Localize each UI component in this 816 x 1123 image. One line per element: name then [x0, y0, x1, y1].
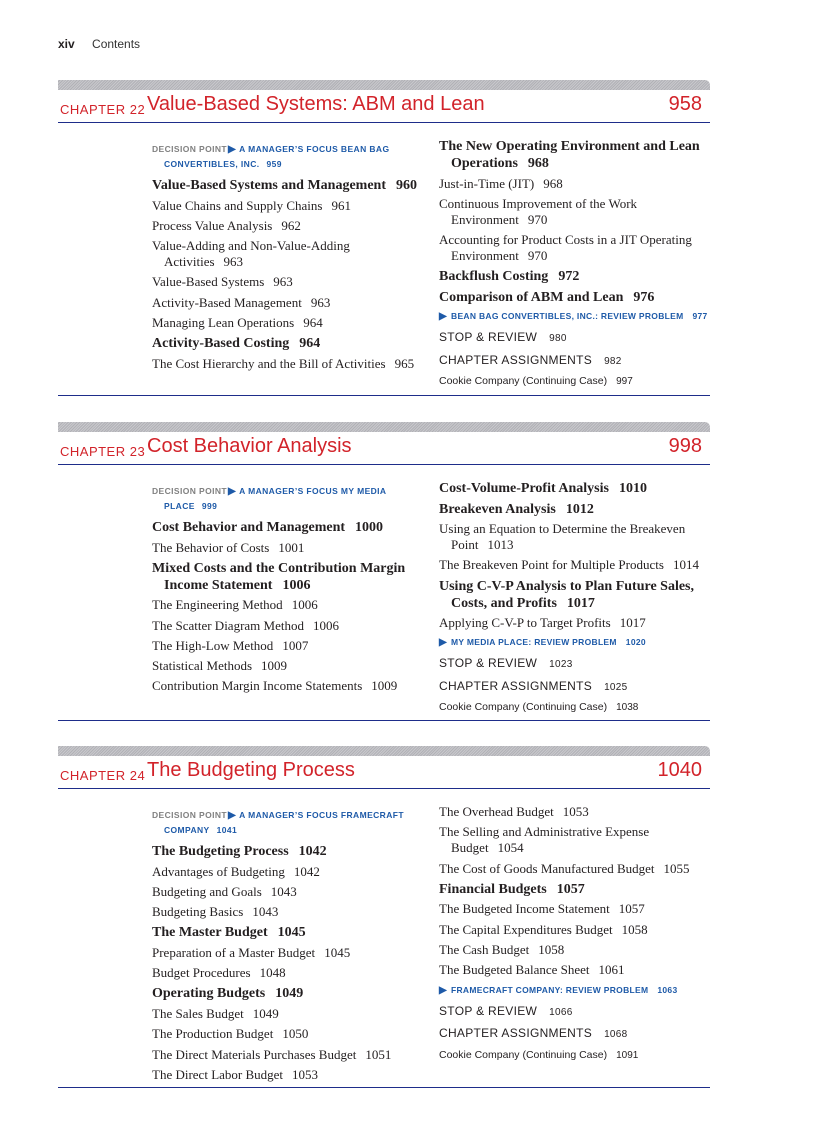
entry-page: 1045 — [277, 925, 306, 941]
entry-title: Contribution Margin Income Statements — [152, 678, 363, 694]
entry-page: 968 — [543, 175, 563, 191]
entry-page: 965 — [394, 355, 415, 371]
entry-page: 1012 — [565, 501, 594, 517]
review-problem-text: MY MEDIA PLACE: REVIEW PROBLEM — [451, 637, 617, 648]
entry-page: 1042 — [298, 844, 327, 859]
entry-page: 964 — [299, 336, 321, 352]
review-problem-page: 1063 — [657, 984, 678, 995]
chapter-label: CHAPTER 24 — [60, 768, 146, 783]
decision-point-text: A MANAGER’S FOCUS BEAN BAG CONVERTIBLES, INC. — [164, 144, 390, 169]
decision-point[interactable] — [152, 808, 422, 838]
toc-entry[interactable] — [439, 557, 709, 573]
toc-entry[interactable] — [439, 804, 709, 820]
chapter-bottom-rule — [58, 395, 710, 396]
entry-title: The Cost of Goods Manufactured Budget — [439, 860, 655, 876]
stop-and-review[interactable] — [439, 1004, 709, 1020]
entry-title: The Cost Hierarchy and the Bill of Activities — [152, 355, 386, 371]
stop-review-text: STOP & REVIEW — [439, 330, 538, 345]
toc-entry[interactable] — [439, 861, 709, 877]
entry-title: The Capital Expenditures Budget — [439, 921, 613, 937]
chapter-page-number: 958 — [668, 93, 702, 115]
entry-title: Continuous Improvement of the Work Environment — [439, 195, 638, 227]
toc-entry[interactable] — [439, 196, 709, 228]
running-head: Contents — [92, 37, 141, 51]
stop-and-review[interactable] — [439, 330, 709, 346]
chapter-label: CHAPTER 22 — [60, 102, 146, 117]
toc-entry[interactable] — [152, 658, 422, 674]
entry-title: Applying C-V-P to Target Profits — [439, 615, 611, 631]
toc-entry[interactable] — [152, 295, 422, 311]
chapter-assignments[interactable] — [439, 1026, 709, 1042]
entry-title: The Cash Budget — [439, 941, 530, 957]
case-text: Cookie Company (Continuing Case) — [439, 375, 608, 388]
chapter-23 — [58, 422, 710, 714]
toc-entry[interactable] — [152, 1067, 422, 1083]
entry-page: 972 — [558, 269, 580, 285]
section-heading[interactable] — [439, 501, 709, 518]
entry-page: 1000 — [355, 520, 384, 535]
entry-title: The High-Low Method — [152, 637, 274, 653]
entry-page: 1009 — [261, 658, 288, 674]
section-heading[interactable] — [152, 335, 422, 352]
entry-title: Budget Procedures — [152, 965, 251, 981]
section-heading[interactable] — [439, 578, 709, 612]
assignments-text: CHAPTER ASSIGNMENTS — [439, 352, 593, 367]
entry-page: 1043 — [252, 904, 279, 920]
continuing-case[interactable] — [439, 701, 709, 714]
entry-page: 1017 — [566, 595, 595, 611]
entry-page: 1010 — [618, 481, 647, 496]
entry-page: 1053 — [292, 1066, 319, 1082]
toc-entry[interactable] — [439, 615, 709, 631]
decision-point[interactable] — [152, 142, 422, 172]
entry-title: Statistical Methods — [152, 658, 253, 674]
chapter-bottom-rule — [58, 720, 710, 721]
right-column — [439, 138, 709, 388]
section-heading[interactable] — [152, 560, 422, 594]
entry-page: 1061 — [598, 962, 625, 978]
decision-point-lead: DECISION POINT — [152, 810, 228, 820]
entry-page: 963 — [310, 294, 331, 310]
review-problem-text: BEAN BAG CONVERTIBLES, INC.: REVIEW PROBLEM — [451, 311, 684, 322]
assignments-page: 982 — [604, 355, 622, 367]
entry-title: Value-Based Systems — [152, 274, 265, 290]
chapter-24 — [58, 746, 710, 1082]
section-heading[interactable] — [439, 268, 709, 285]
decision-point-page: 999 — [201, 501, 218, 511]
entry-page: 1057 — [618, 901, 645, 917]
entry-page: 963 — [223, 254, 244, 270]
entry-page: 961 — [331, 197, 351, 213]
section-heading[interactable] — [152, 924, 422, 941]
entry-title: Financial Budgets — [439, 881, 547, 897]
entry-page: 1045 — [324, 944, 351, 960]
chapter-heading — [58, 434, 710, 464]
entry-page: 1013 — [487, 537, 514, 552]
section-heading[interactable] — [152, 177, 422, 194]
section-heading[interactable] — [439, 881, 709, 898]
toc-entry[interactable] — [152, 945, 422, 961]
entry-title: The Overhead Budget — [439, 804, 554, 819]
entry-title: Advantages of Budgeting — [152, 863, 285, 879]
toc-entry[interactable] — [439, 521, 709, 553]
play-arrow-icon: ▶ — [439, 637, 447, 649]
entry-page: 970 — [527, 248, 548, 264]
entry-title: The Master Budget — [152, 925, 268, 941]
chapter-rule — [58, 464, 710, 465]
decision-point-text: A MANAGER’S FOCUS FRAMECRAFT COMPANY — [164, 810, 404, 835]
toc-entry[interactable] — [152, 540, 422, 556]
chapter-assignments[interactable] — [439, 353, 709, 369]
entry-page: 1057 — [556, 881, 585, 897]
entry-title: Budgeting Basics — [152, 904, 244, 920]
page-header — [58, 37, 140, 51]
entry-page: 1055 — [663, 860, 690, 876]
review-problem[interactable] — [439, 309, 709, 324]
chapter-page-number: 998 — [668, 435, 702, 457]
review-problem[interactable] — [439, 983, 709, 998]
entry-title: Using an Equation to Determine the Breakeven Point — [439, 521, 686, 552]
toc-entry[interactable] — [152, 1026, 422, 1042]
toc-entry[interactable] — [439, 962, 709, 978]
chapter-page-number: 1040 — [657, 759, 702, 781]
entry-title: Cost Behavior and Management — [152, 520, 346, 535]
toc-entry[interactable] — [439, 922, 709, 938]
toc-entry[interactable] — [439, 901, 709, 917]
toc-entry[interactable] — [152, 884, 422, 900]
chapter-rule — [58, 122, 710, 123]
entry-title: The Engineering Method — [152, 597, 283, 613]
entry-page: 1043 — [270, 883, 297, 899]
entry-title: Operating Budgets — [152, 986, 266, 1002]
chapter-bottom-rule — [58, 1087, 710, 1088]
toc-entry[interactable] — [152, 356, 422, 372]
section-heading[interactable] — [439, 480, 709, 497]
chapter-heading — [58, 92, 710, 122]
chapter-rule — [58, 788, 710, 789]
entry-page: 1017 — [619, 615, 646, 631]
case-text: Cookie Company (Continuing Case) — [439, 701, 608, 714]
stop-review-page: 1066 — [549, 1006, 573, 1018]
entry-page: 970 — [527, 211, 548, 227]
review-problem-page: 977 — [692, 311, 708, 322]
toc-entry[interactable] — [439, 176, 709, 192]
left-column — [152, 484, 422, 699]
continuing-case[interactable] — [439, 1049, 709, 1062]
toc-entry[interactable] — [152, 965, 422, 981]
entry-page: 1006 — [282, 577, 311, 593]
chapter-heading — [58, 758, 710, 788]
entry-page: 1049 — [275, 986, 304, 1002]
case-text: Cookie Company (Continuing Case) — [439, 1048, 608, 1061]
entry-title: The Behavior of Costs — [152, 539, 270, 555]
toc-entry[interactable] — [152, 274, 422, 290]
toc-entry[interactable] — [439, 942, 709, 958]
assignments-text: CHAPTER ASSIGNMENTS — [439, 678, 593, 693]
review-problem-text: FRAMECRAFT COMPANY: REVIEW PROBLEM — [451, 984, 649, 995]
chapter-title[interactable]: The Budgeting Process — [147, 759, 355, 781]
entry-page: 1058 — [621, 921, 648, 937]
toc-entry[interactable] — [152, 218, 422, 234]
toc-entry[interactable] — [152, 1006, 422, 1022]
toc-entry[interactable] — [152, 238, 422, 270]
entry-title: Activity-Based Management — [152, 294, 302, 310]
chapter-title[interactable]: Value-Based Systems: ABM and Lean — [147, 93, 485, 115]
section-heading[interactable] — [152, 843, 422, 860]
entry-title: The Scatter Diagram Method — [152, 617, 304, 633]
review-problem[interactable] — [439, 635, 709, 650]
entry-title: Backflush Costing — [439, 269, 549, 285]
toc-entry[interactable] — [152, 618, 422, 634]
right-column — [439, 480, 709, 714]
decision-point[interactable] — [152, 484, 422, 514]
entry-title: Breakeven Analysis — [439, 501, 556, 517]
entry-title: Budgeting and Goals — [152, 883, 262, 899]
toc-entry[interactable] — [439, 232, 709, 264]
case-page: 1091 — [616, 1049, 639, 1061]
toc-entry[interactable] — [152, 678, 422, 694]
entry-title: The Production Budget — [152, 1026, 274, 1042]
play-arrow-icon: ▶ — [228, 144, 237, 155]
entry-title: Activity-Based Costing — [152, 336, 290, 352]
entry-title: Mixed Costs and the Contribution Margin Income Statement — [152, 560, 406, 593]
toc-entry[interactable] — [439, 824, 709, 856]
section-heading[interactable] — [152, 985, 422, 1002]
entry-page: 1007 — [282, 637, 309, 653]
entry-page: 964 — [303, 314, 323, 330]
chapter-assignments[interactable] — [439, 679, 709, 695]
toc-entry[interactable] — [152, 864, 422, 880]
toc-entry[interactable] — [152, 638, 422, 654]
entry-title: The Budgeted Income Statement — [439, 901, 610, 917]
entry-page: 1048 — [259, 965, 286, 981]
stop-and-review[interactable] — [439, 656, 709, 672]
toc-entry[interactable] — [152, 1047, 422, 1063]
entry-title: The New Operating Environment and Lean Operations — [439, 139, 700, 171]
decision-point-lead: DECISION POINT — [152, 144, 228, 154]
entry-title: The Budgeted Balance Sheet — [439, 962, 590, 978]
entry-title: Value-Adding and Non-Value-Adding Activities — [152, 238, 350, 270]
stop-review-text: STOP & REVIEW — [439, 1003, 538, 1018]
entry-title: Managing Lean Operations — [152, 314, 295, 330]
stop-review-page: 980 — [549, 333, 567, 345]
assignments-text: CHAPTER ASSIGNMENTS — [439, 1026, 593, 1041]
entry-title: Value Chains and Supply Chains — [152, 197, 323, 213]
section-heading[interactable] — [152, 519, 422, 536]
entry-page: 1050 — [282, 1026, 309, 1042]
chapter-label: CHAPTER 23 — [60, 444, 146, 459]
toc-entry[interactable] — [152, 597, 422, 613]
assignments-page: 1025 — [604, 681, 628, 693]
toc-entry[interactable] — [152, 198, 422, 214]
entry-page: 976 — [633, 289, 655, 305]
entry-page: 1042 — [293, 863, 320, 879]
entry-page: 1053 — [562, 804, 589, 819]
chapter-banner-bar — [58, 422, 710, 432]
chapter-title[interactable]: Cost Behavior Analysis — [147, 435, 352, 457]
entry-title: The Direct Labor Budget — [152, 1066, 284, 1082]
stop-review-page: 1023 — [549, 659, 573, 671]
play-arrow-icon: ▶ — [439, 311, 447, 323]
left-column — [152, 142, 422, 376]
entry-page: 1049 — [252, 1005, 279, 1021]
entry-title: Preparation of a Master Budget — [152, 944, 316, 960]
decision-point-lead: DECISION POINT — [152, 486, 228, 496]
entry-page: 1014 — [672, 557, 699, 573]
stop-review-text: STOP & REVIEW — [439, 656, 538, 671]
decision-point-page: 1041 — [216, 825, 238, 835]
entry-title: Just-in-Time (JIT) — [439, 175, 535, 191]
entry-title: Using C-V-P Analysis to Plan Future Sales, Costs, and Profits — [439, 578, 695, 611]
entry-title: The Direct Materials Purchases Budget — [152, 1046, 357, 1062]
entry-title: Comparison of ABM and Lean — [439, 289, 624, 305]
entry-page: 1006 — [312, 617, 339, 633]
entry-page: 962 — [281, 217, 301, 233]
entry-title: Cost-Volume-Profit Analysis — [439, 481, 609, 496]
play-arrow-icon: ▶ — [439, 984, 447, 996]
entry-title: The Sales Budget — [152, 1005, 244, 1021]
section-heading[interactable] — [439, 138, 709, 172]
section-heading[interactable] — [439, 289, 709, 306]
continuing-case[interactable] — [439, 375, 709, 388]
play-arrow-icon: ▶ — [228, 810, 237, 821]
entry-page: 1051 — [365, 1046, 392, 1062]
entry-title: The Breakeven Point for Multiple Products — [439, 557, 664, 573]
entry-page: 960 — [396, 178, 417, 193]
entry-page: 1058 — [538, 941, 565, 957]
case-page: 997 — [616, 376, 633, 388]
entry-page: 963 — [273, 274, 293, 290]
entry-page: 1001 — [278, 539, 305, 555]
entry-page: 1054 — [497, 840, 524, 856]
left-column — [152, 808, 422, 1087]
decision-point-page: 959 — [266, 159, 282, 169]
entry-title: Value-Based Systems and Management — [152, 178, 386, 193]
entry-title: Process Value Analysis — [152, 217, 273, 233]
chapter-banner-bar — [58, 746, 710, 756]
assignments-page: 1068 — [604, 1029, 628, 1041]
entry-title: Accounting for Product Costs in a JIT Operating Environment — [439, 232, 692, 264]
chapter-banner-bar — [58, 80, 710, 90]
toc-entry[interactable] — [152, 904, 422, 920]
play-arrow-icon: ▶ — [228, 486, 237, 497]
chapter-22 — [58, 80, 710, 388]
page-number: xiv — [58, 37, 75, 51]
right-column — [439, 804, 709, 1062]
decision-point-text: A MANAGER’S FOCUS MY MEDIA PLACE — [164, 486, 387, 511]
entry-page: 1009 — [371, 678, 398, 694]
review-problem-page: 1020 — [625, 637, 646, 648]
toc-entry[interactable] — [152, 315, 422, 331]
case-page: 1038 — [616, 702, 639, 714]
entry-title: The Selling and Administrative Expense Budget — [439, 824, 650, 856]
entry-title: The Budgeting Process — [152, 844, 289, 859]
entry-page: 1006 — [291, 597, 318, 613]
entry-page: 968 — [527, 156, 549, 171]
